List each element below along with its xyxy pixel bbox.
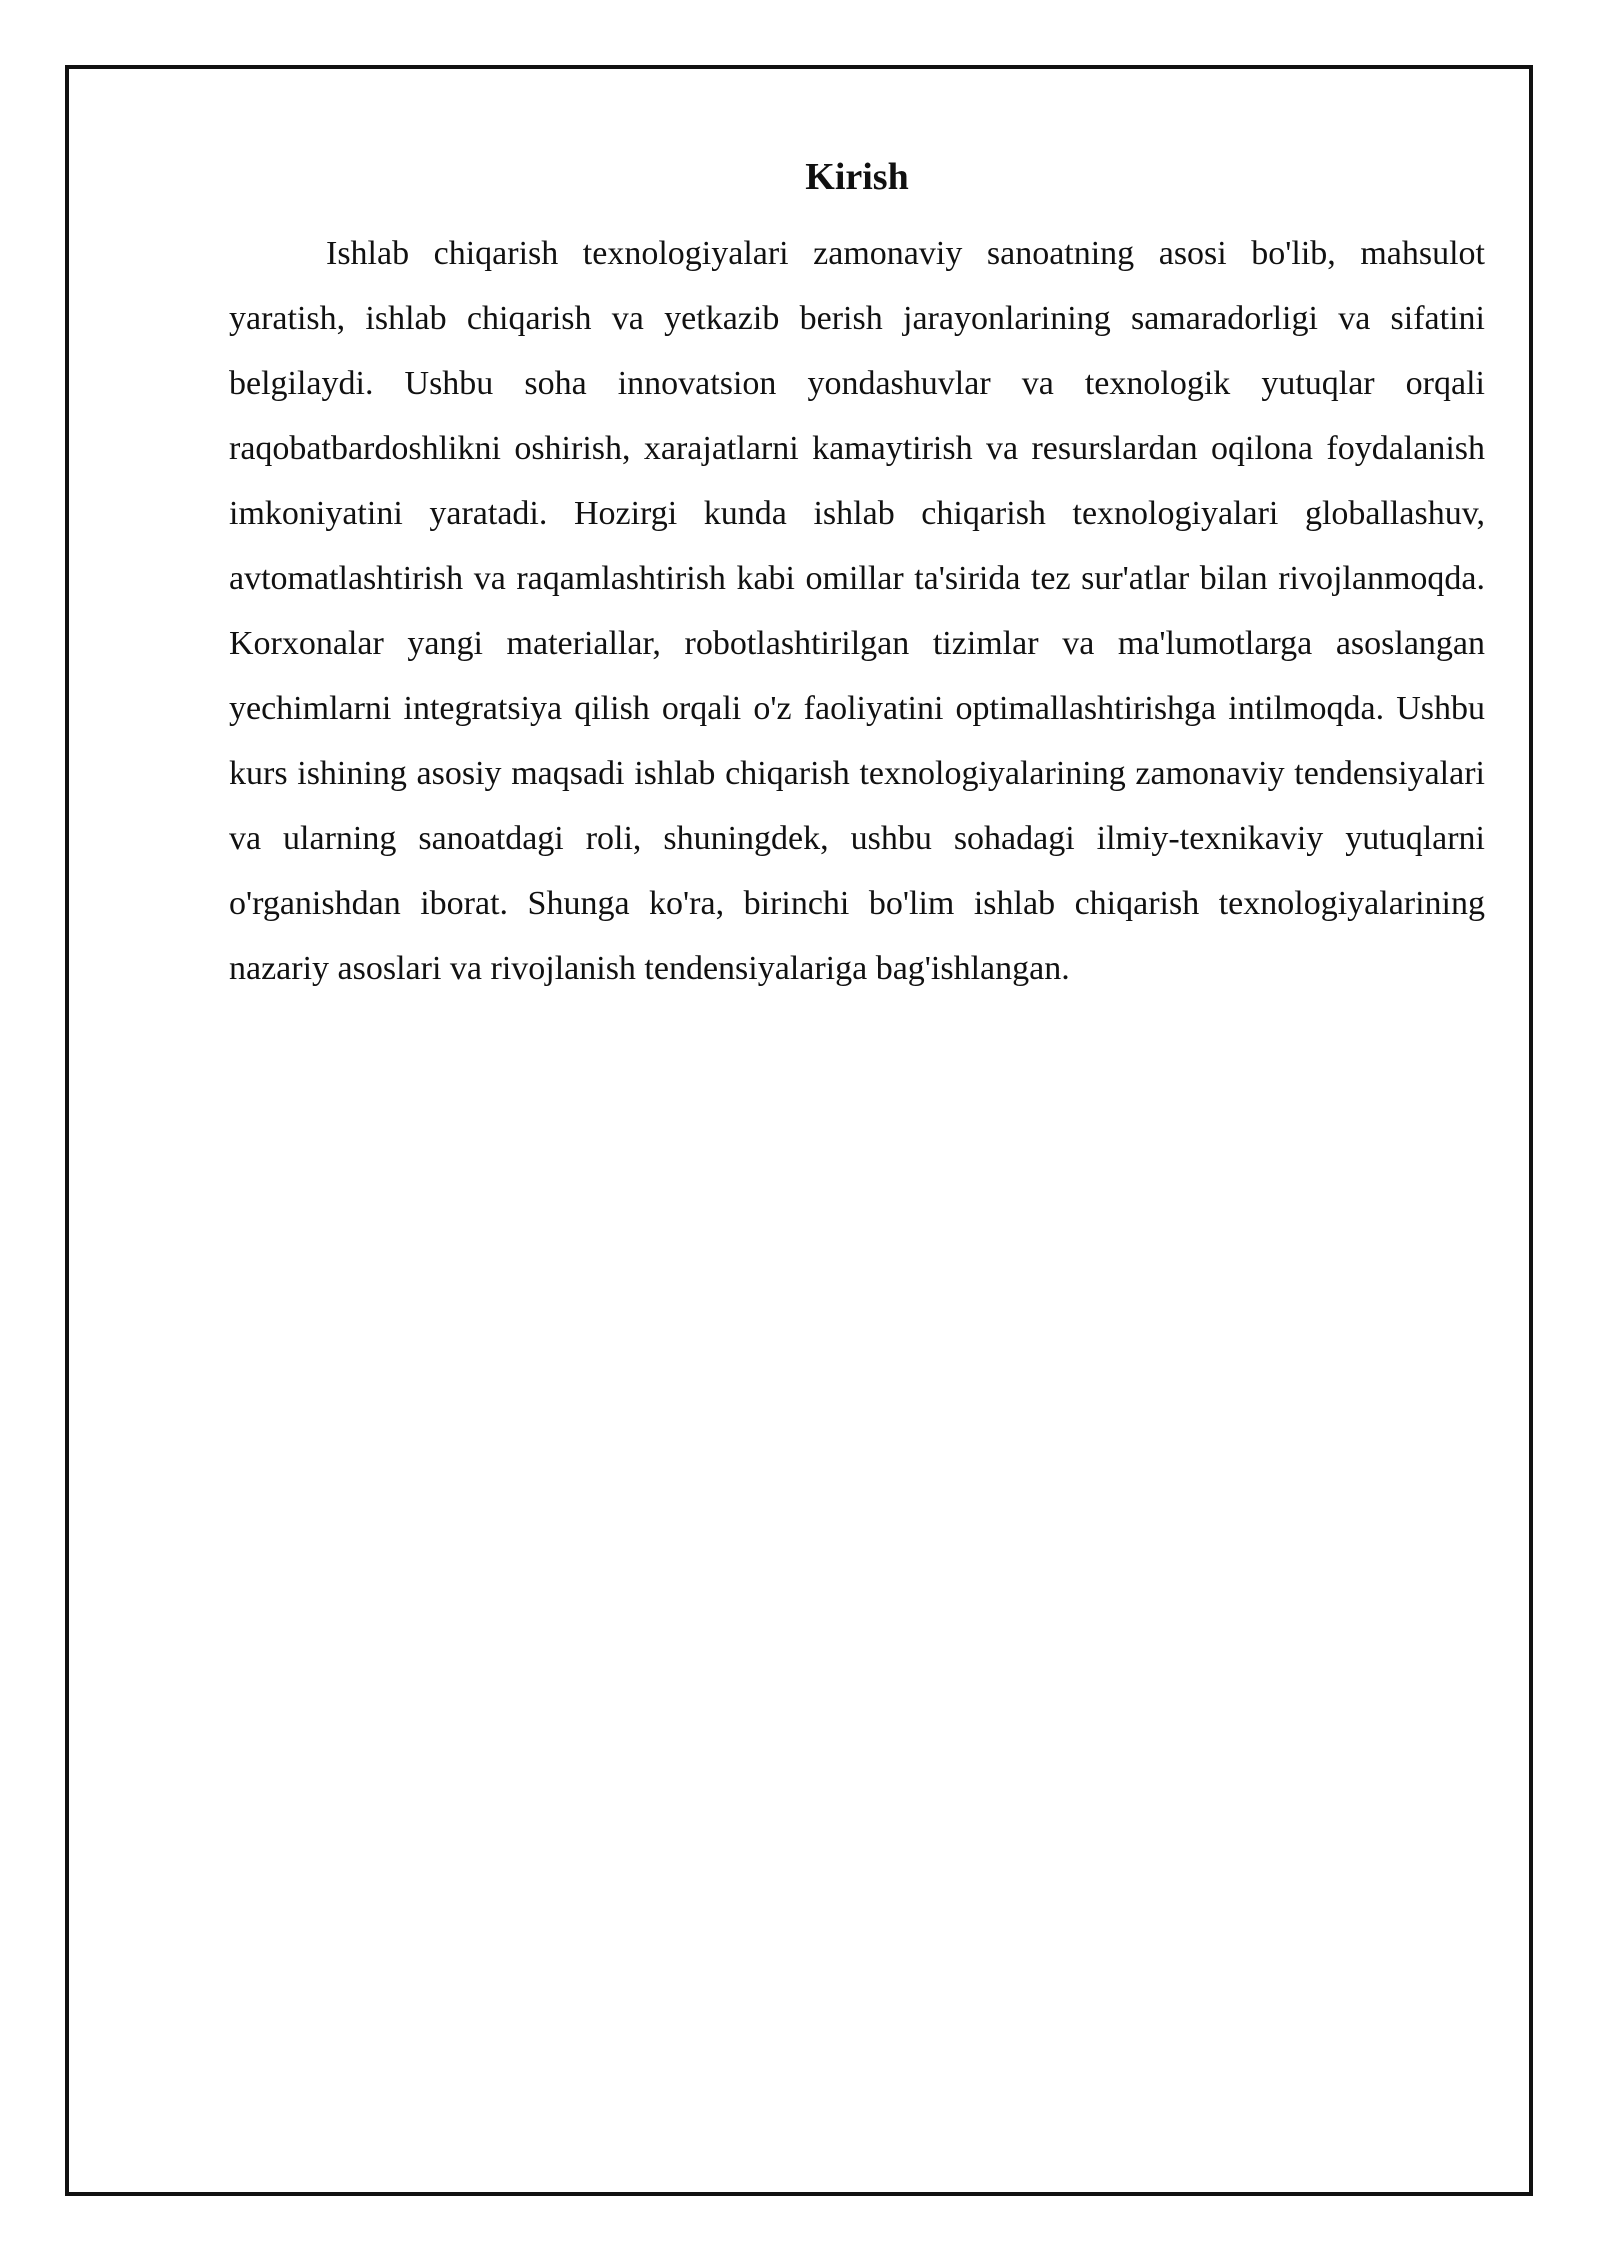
page-title: Kirish xyxy=(805,156,909,198)
document-content xyxy=(229,147,1485,1001)
body-paragraph: Ishlab chiqarish texnologiyalari zamonaviy sanoatning asosi bo'lib, mahsulot yaratish, ishlab chiqarish va yetkazib berish jarayonlarining samaradorligi va sifatini belgilaydi. Ushbu soha innovatsion yondashuvlar va texnologik yutuqlar orqali raqobatbardoshlikni oshirish, xarajatlarni kamaytirish va resurslardan oqilona foydalanish imkoniyatini yaratadi. Hozirgi kunda ishlab chiqarish texnologiyalari globallashuv, avtomatlashtirish va raqamlashtirish kabi omillar ta'sirida tez sur'atlar bilan rivojlanmoqda. Korxonalar yangi materiallar, robotlashtirilgan tizimlar va ma'lumotlarga asoslangan yechimlarni integratsiya qilish orqali o'z faoliyatini optimallashtirishga intilmoqda. Ushbu kurs ishining asosiy maqsadi ishlab chiqarish texnologiyalarining zamonaviy tendensiyalari va ularning sanoatdagi roli, shuningdek, ushbu sohadagi ilmiy-texnikaviy yutuqlarni o'rganishdan iborat. Shunga ko'ra, birinchi bo'lim ishlab chiqarish texnologiyalarining nazariy asoslari va rivojlanish tendensiyalariga bag'ishlangan. xyxy=(229,235,1485,987)
